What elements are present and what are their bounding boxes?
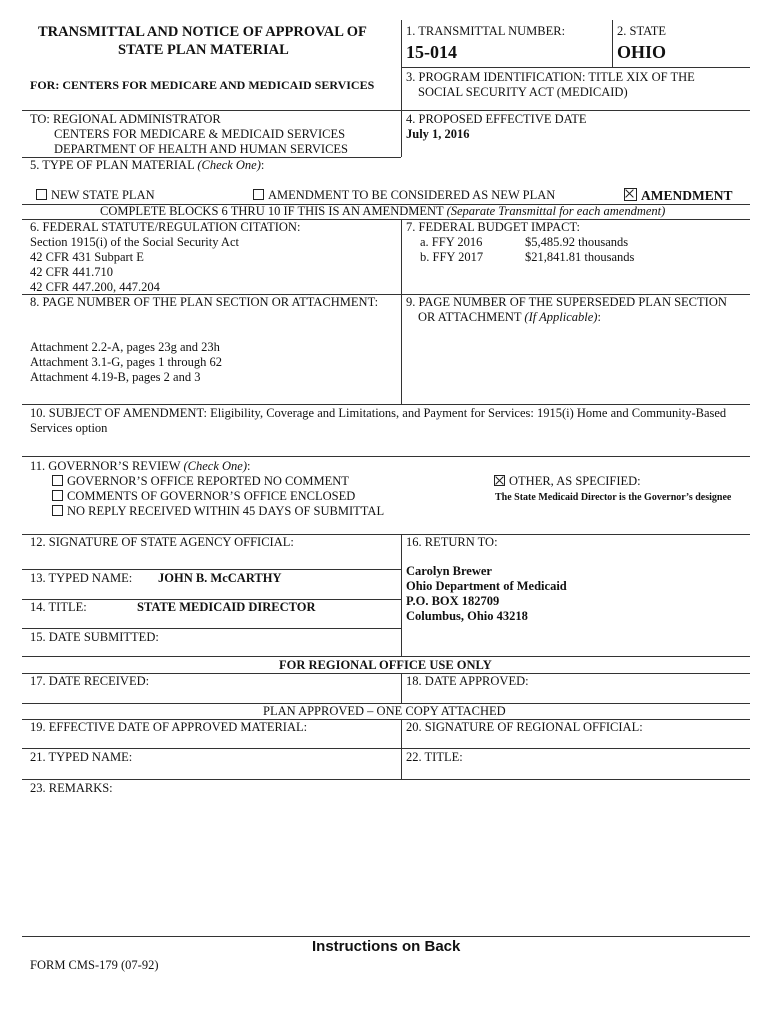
option-new-state-plan[interactable]: NEW STATE PLAN	[36, 188, 155, 203]
statute-line: Section 1915(i) of the Social Security Act	[30, 235, 239, 249]
typed-name-value: JOHN B. McCARTHY	[158, 571, 282, 585]
return-line: Carolyn Brewer	[406, 564, 492, 578]
to-line3: DEPARTMENT OF HEALTH AND HUMAN SERVICES	[54, 142, 349, 156]
return-line: Ohio Department of Medicaid	[406, 579, 567, 593]
plan-approved-note: PLAN APPROVED – ONE COPY ATTACHED	[263, 704, 506, 718]
effective-date-label: 4. PROPOSED EFFECTIVE DATE	[406, 112, 587, 126]
regional-typed-name-label: 21. TYPED NAME:	[30, 750, 133, 764]
program-id-label: 3. PROGRAM IDENTIFICATION: TITLE XIX OF THE	[406, 70, 695, 84]
checkbox[interactable]	[253, 189, 264, 200]
typed-name-label: 13. TYPED NAME:	[30, 571, 133, 585]
agency-signature-label: 12. SIGNATURE OF STATE AGENCY OFFICIAL:	[30, 535, 294, 549]
attachment-line: Attachment 4.19-B, pages 2 and 3	[30, 370, 201, 384]
remarks-label: 23. REMARKS:	[30, 781, 113, 795]
subject-amendment-line2: Services option	[30, 421, 108, 435]
superseded-label-2: OR ATTACHMENT (If Applicable):	[418, 310, 601, 324]
effective-date-approved-label: 19. EFFECTIVE DATE OF APPROVED MATERIAL:	[30, 720, 308, 734]
transmittal-number-value: 15-014	[406, 42, 457, 62]
option-amendment[interactable]: AMENDMENT	[624, 188, 733, 203]
program-id-label-2: SOCIAL SECURITY ACT (MEDICAID)	[418, 85, 628, 99]
superseded-label: 9. PAGE NUMBER OF THE SUPERSEDED PLAN SECTION	[406, 295, 727, 309]
budget-amount: $5,485.92 thousands	[525, 235, 629, 249]
effective-date-value: July 1, 2016	[406, 127, 470, 141]
regional-office-header: FOR REGIONAL OFFICE USE ONLY	[279, 658, 492, 672]
complete-blocks-note: COMPLETE BLOCKS 6 THRU 10 IF THIS IS AN AMENDMENT (Separate Transmittal for each amendment)	[100, 204, 666, 218]
checkbox-checked[interactable]	[624, 188, 637, 201]
to-line2: CENTERS FOR MEDICARE & MEDICAID SERVICES	[54, 127, 346, 141]
for-line: FOR: CENTERS FOR MEDICARE AND MEDICAID SERVICES	[30, 78, 375, 92]
date-received-label: 17. DATE RECEIVED:	[30, 674, 150, 688]
statute-line: 42 CFR 441.710	[30, 265, 114, 279]
budget-year: b. FFY 2017	[420, 250, 484, 264]
budget-label: 7. FEDERAL BUDGET IMPACT:	[406, 220, 580, 234]
budget-amount: $21,841.81 thousands	[525, 250, 635, 264]
governor-other-note: The State Medicaid Director is the Governor’s designee	[495, 492, 732, 503]
attachment-line: Attachment 3.1-G, pages 1 through 62	[30, 355, 222, 369]
form-title-line2: STATE PLAN MATERIAL	[118, 42, 289, 58]
governor-option-other[interactable]: OTHER, AS SPECIFIED:	[494, 474, 641, 489]
title-label: 14. TITLE:	[30, 600, 87, 614]
attachment-line: Attachment 2.2-A, pages 23g and 23h	[30, 340, 220, 354]
return-line: P.O. BOX 182709	[406, 594, 500, 608]
statute-label: 6. FEDERAL STATUTE/REGULATION CITATION:	[30, 220, 301, 234]
option-amendment-new-plan[interactable]: AMENDMENT TO BE CONSIDERED AS NEW PLAN	[253, 188, 555, 203]
form-id: FORM CMS-179 (07-92)	[30, 958, 159, 972]
governor-review-label: 11. GOVERNOR’S REVIEW (Check One):	[30, 459, 251, 473]
statute-line: 42 CFR 447.200, 447.204	[30, 280, 160, 294]
regional-title-label: 22. TITLE:	[406, 750, 463, 764]
checkbox[interactable]	[52, 490, 63, 501]
date-submitted-label: 15. DATE SUBMITTED:	[30, 630, 159, 644]
return-line: Columbus, Ohio 43218	[406, 609, 528, 623]
governor-option[interactable]: COMMENTS OF GOVERNOR’S OFFICE ENCLOSED	[52, 489, 355, 504]
budget-year: a. FFY 2016	[420, 235, 483, 249]
title-value: STATE MEDICAID DIRECTOR	[137, 600, 316, 614]
instructions-on-back: Instructions on Back	[312, 938, 461, 955]
subject-amendment: 10. SUBJECT OF AMENDMENT: Eligibility, Coverage and Limitations, and Payment for Services: 1915(i) Home and Community-Based	[30, 406, 727, 420]
state-label: 2. STATE	[617, 24, 666, 38]
to-line1: TO: REGIONAL ADMINISTRATOR	[30, 112, 221, 126]
checkbox[interactable]	[36, 189, 47, 200]
checkbox[interactable]	[52, 505, 63, 516]
regional-signature-label: 20. SIGNATURE OF REGIONAL OFFICIAL:	[406, 720, 643, 734]
return-to-label: 16. RETURN TO:	[406, 535, 498, 549]
state-value: OHIO	[617, 42, 667, 62]
transmittal-number-label: 1. TRANSMITTAL NUMBER:	[406, 24, 566, 38]
plan-type-label: 5. TYPE OF PLAN MATERIAL (Check One):	[30, 158, 265, 172]
governor-option[interactable]: GOVERNOR’S OFFICE REPORTED NO COMMENT	[52, 474, 349, 489]
checkbox[interactable]	[52, 475, 63, 486]
date-approved-label: 18. DATE APPROVED:	[406, 674, 529, 688]
statute-line: 42 CFR 431 Subpart E	[30, 250, 144, 264]
checkbox-checked[interactable]	[494, 475, 505, 486]
form-title: TRANSMITTAL AND NOTICE OF APPROVAL OF	[38, 24, 367, 40]
governor-option[interactable]: NO REPLY RECEIVED WITHIN 45 DAYS OF SUBMITTAL	[52, 504, 384, 519]
page-number-label: 8. PAGE NUMBER OF THE PLAN SECTION OR ATTACHMENT:	[30, 295, 379, 309]
